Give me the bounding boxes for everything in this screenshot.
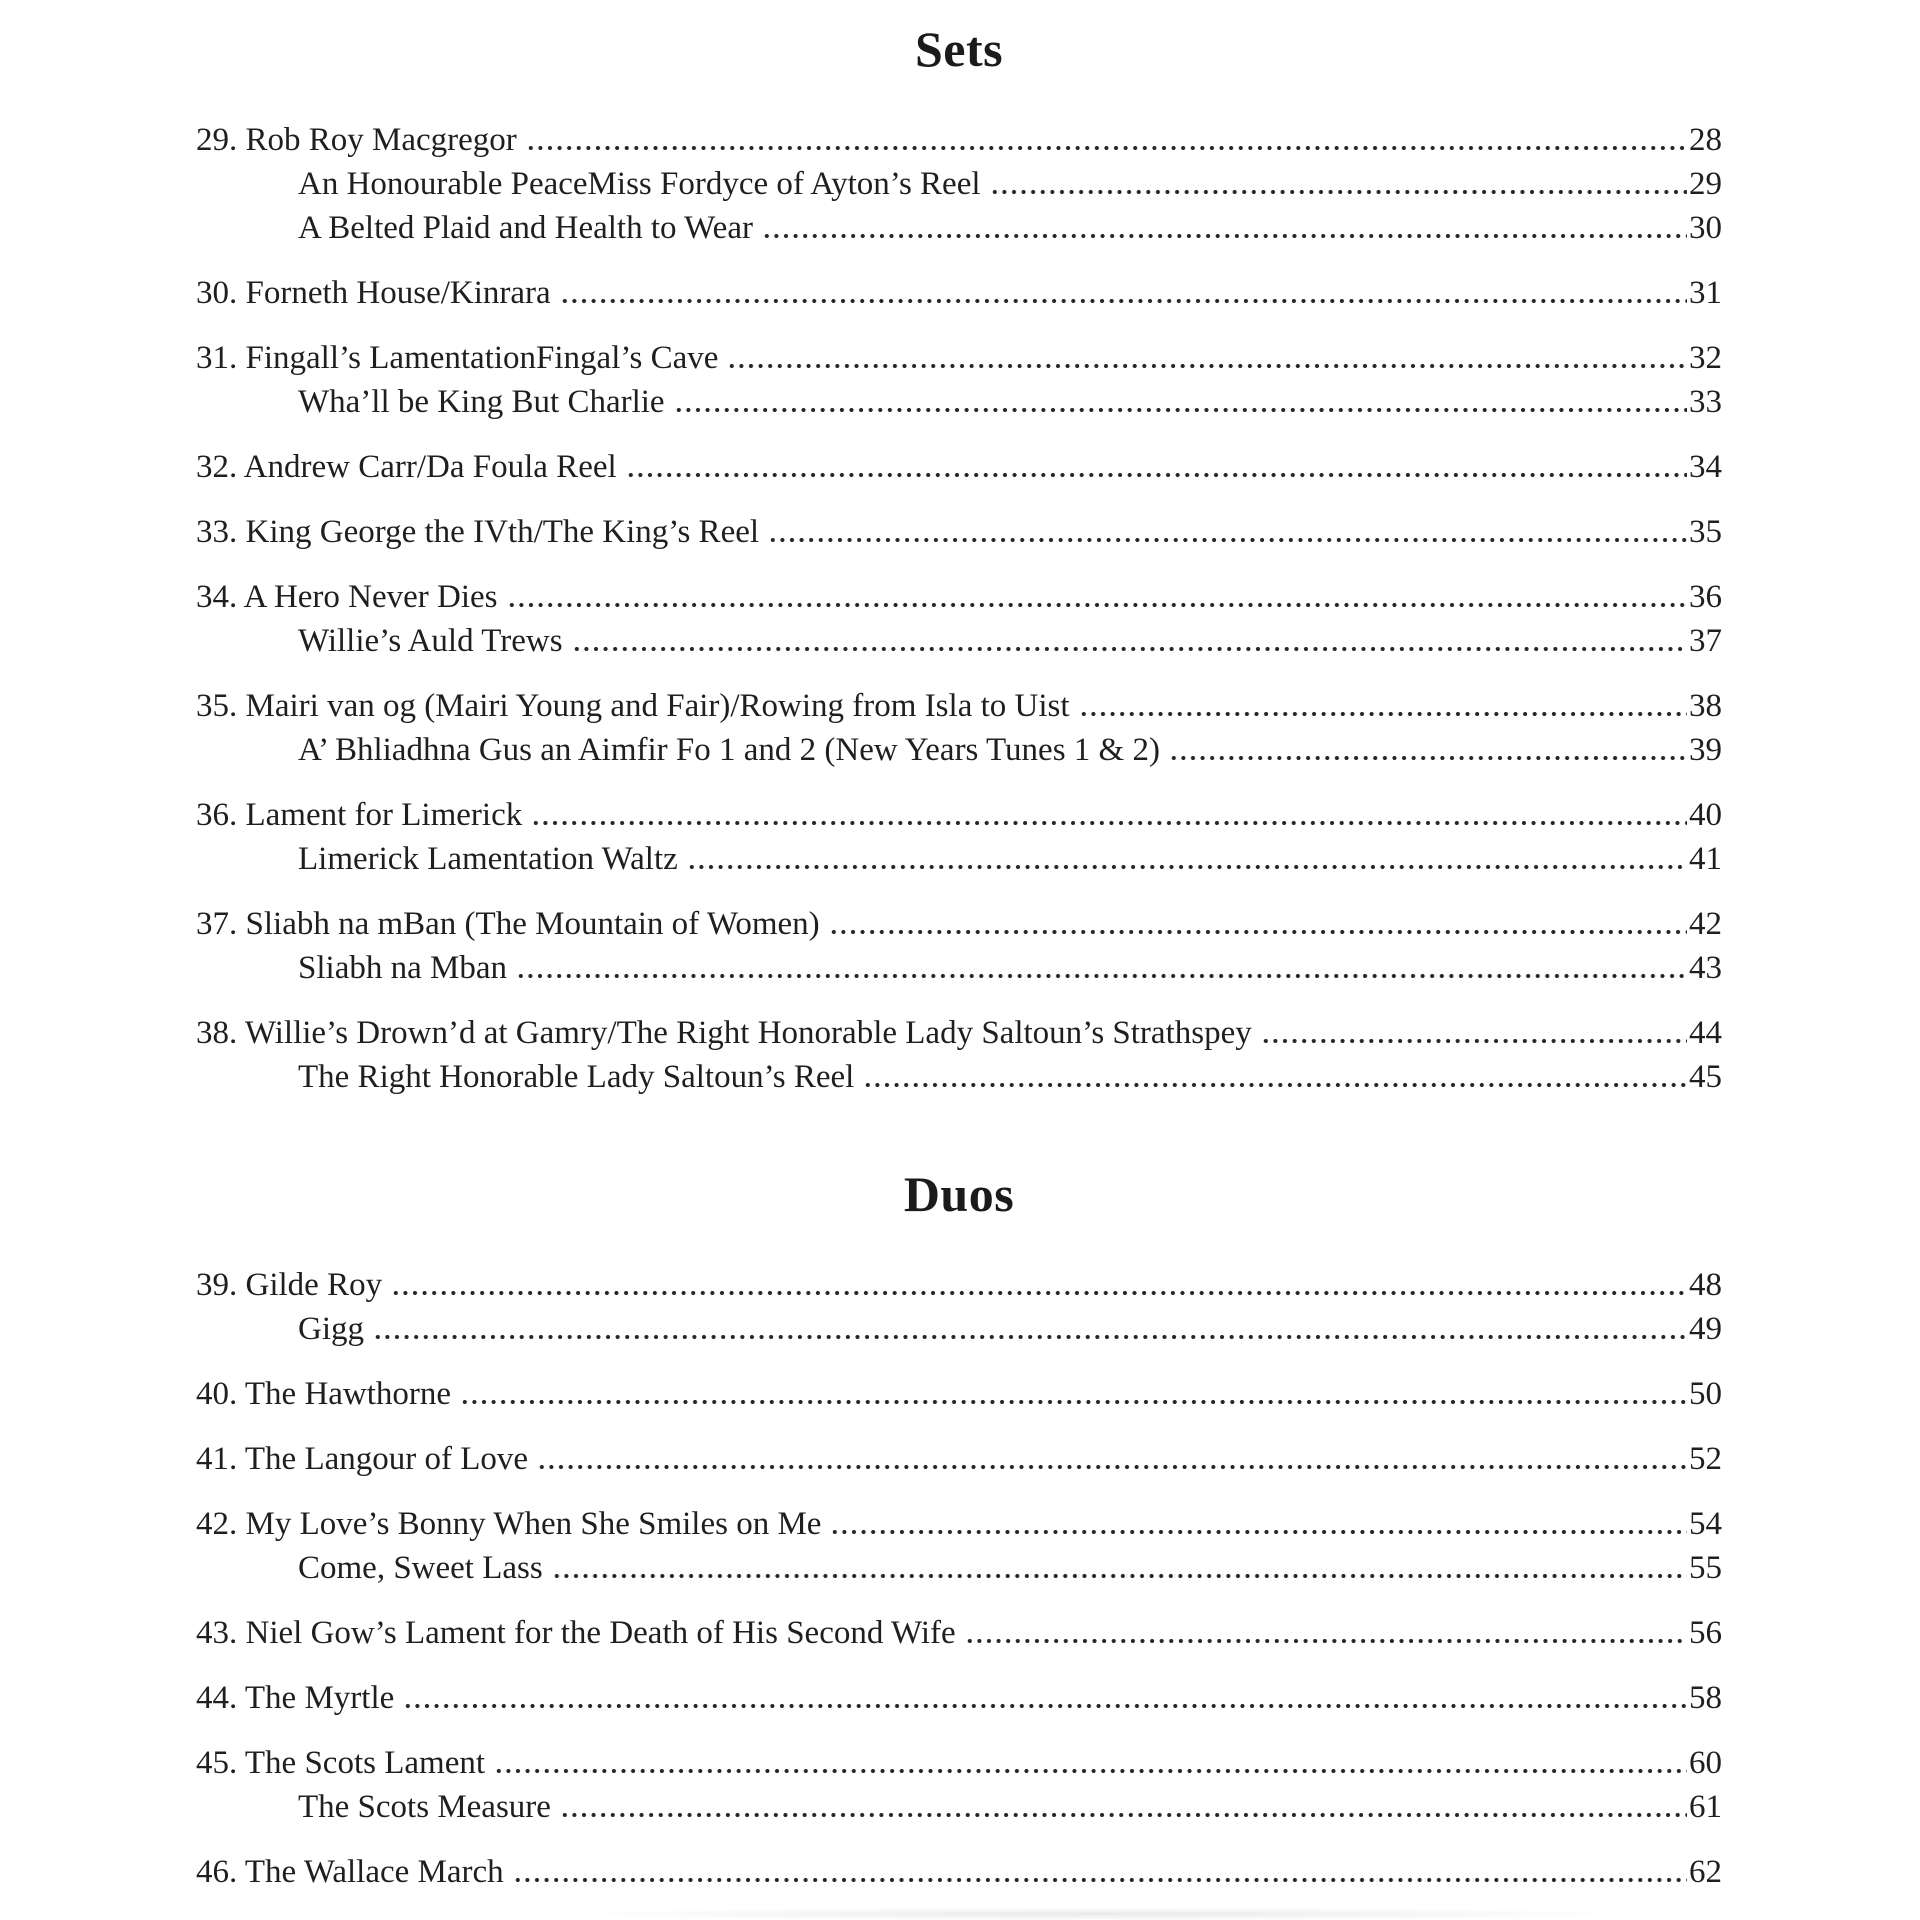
toc-entry-page: 52 bbox=[1689, 1441, 1722, 1477]
toc-entry-page: 54 bbox=[1689, 1506, 1722, 1542]
toc-entry bbox=[196, 162, 1722, 206]
toc-entry-page: 49 bbox=[1689, 1311, 1722, 1347]
toc-entry-title: 41. The Langour of Love bbox=[196, 1441, 529, 1477]
dot-leader bbox=[391, 1289, 1687, 1295]
dot-leader bbox=[768, 536, 1687, 542]
section-title: Sets bbox=[914, 21, 1004, 77]
toc-entry bbox=[196, 1437, 1722, 1481]
toc-entry-page: 62 bbox=[1689, 1854, 1722, 1890]
toc-entry-title: 44. The Myrtle bbox=[196, 1680, 395, 1716]
toc-entry-page: 42 bbox=[1689, 906, 1722, 942]
dot-leader bbox=[560, 297, 1687, 303]
toc-entry-page: 41 bbox=[1689, 841, 1722, 877]
toc-entry bbox=[196, 1676, 1722, 1720]
dot-leader bbox=[560, 1811, 1687, 1817]
toc-group bbox=[196, 445, 1722, 489]
dot-leader bbox=[572, 645, 1687, 651]
toc-entry-page: 36 bbox=[1689, 579, 1722, 615]
toc-entry-title: 32. Andrew Carr/Da Foula Reel bbox=[196, 449, 617, 485]
toc-entry-page: 44 bbox=[1689, 1015, 1722, 1051]
dot-leader bbox=[460, 1398, 1687, 1404]
toc-group bbox=[196, 336, 1722, 424]
dot-leader bbox=[526, 144, 1687, 150]
toc-group bbox=[196, 510, 1722, 554]
toc-entry bbox=[196, 1055, 1722, 1099]
toc-entry bbox=[196, 728, 1722, 772]
toc-entry-page: 48 bbox=[1689, 1267, 1722, 1303]
section-title: Duos bbox=[903, 1166, 1015, 1222]
toc-entry-title: The Scots Measure bbox=[298, 1789, 551, 1825]
dot-leader bbox=[1169, 754, 1687, 760]
toc-group bbox=[196, 1437, 1722, 1481]
dot-leader bbox=[513, 1876, 1687, 1882]
toc-group bbox=[196, 684, 1722, 772]
toc-entry bbox=[196, 902, 1722, 946]
dot-leader bbox=[965, 1637, 1687, 1643]
toc-entry-title: 34. A Hero Never Dies bbox=[196, 579, 498, 615]
toc-group bbox=[196, 902, 1722, 990]
toc-entry bbox=[196, 1263, 1722, 1307]
toc-entry-title: 31. Fingall’s LamentationFingal’s Cave bbox=[196, 340, 719, 376]
toc-entry-page: 39 bbox=[1689, 732, 1722, 768]
dot-leader bbox=[494, 1767, 1687, 1773]
toc-group bbox=[196, 575, 1722, 663]
toc-entry-page: 58 bbox=[1689, 1680, 1722, 1716]
dot-leader bbox=[990, 188, 1687, 194]
toc-entry bbox=[196, 1546, 1722, 1590]
toc-entry bbox=[196, 1372, 1722, 1416]
toc-entry bbox=[196, 1785, 1722, 1829]
toc-entry-page: 50 bbox=[1689, 1376, 1722, 1412]
toc-entry bbox=[196, 1611, 1722, 1655]
toc-entry bbox=[196, 1850, 1722, 1894]
toc-entry bbox=[196, 1741, 1722, 1785]
toc-group bbox=[196, 271, 1722, 315]
toc-entry-title: Willie’s Auld Trews bbox=[298, 623, 563, 659]
toc-group bbox=[196, 1611, 1722, 1655]
dot-leader bbox=[1261, 1037, 1687, 1043]
toc-entry-page: 29 bbox=[1689, 166, 1722, 202]
dot-leader bbox=[531, 819, 1687, 825]
toc-group bbox=[196, 1676, 1722, 1720]
toc-entry-title: 35. Mairi van og (Mairi Young and Fair)/Rowing from Isla to Uist bbox=[196, 688, 1070, 724]
toc-entry-page: 56 bbox=[1689, 1615, 1722, 1651]
toc-entry-page: 33 bbox=[1689, 384, 1722, 420]
toc-entry bbox=[196, 575, 1722, 619]
toc-entry bbox=[196, 946, 1722, 990]
toc-entry bbox=[196, 793, 1722, 837]
toc-entry-title: 43. Niel Gow’s Lament for the Death of His Second Wife bbox=[196, 1615, 956, 1651]
toc-group bbox=[196, 793, 1722, 881]
toc-entry-title: 29. Rob Roy Macgregor bbox=[196, 122, 517, 158]
toc-entry-title: Come, Sweet Lass bbox=[298, 1550, 543, 1586]
toc-entry-page: 35 bbox=[1689, 514, 1722, 550]
toc-group bbox=[196, 1741, 1722, 1829]
toc-entry-title: 40. The Hawthorne bbox=[196, 1376, 452, 1412]
toc-group bbox=[196, 1502, 1722, 1590]
dot-leader bbox=[762, 232, 1687, 238]
toc-entry-title: 36. Lament for Limerick bbox=[196, 797, 523, 833]
dot-leader bbox=[687, 863, 1687, 869]
toc-entry-page: 31 bbox=[1689, 275, 1722, 311]
dot-leader bbox=[1079, 710, 1687, 716]
dot-leader bbox=[403, 1702, 1687, 1708]
toc-entry-title: Limerick Lamentation Waltz bbox=[298, 841, 678, 877]
toc-entry bbox=[196, 1502, 1722, 1546]
toc-entry-title: 46. The Wallace March bbox=[196, 1854, 504, 1890]
toc-entry-page: 37 bbox=[1689, 623, 1722, 659]
toc-entry-page: 45 bbox=[1689, 1059, 1722, 1095]
dot-leader bbox=[516, 972, 1687, 978]
toc-section-duos bbox=[196, 1165, 1722, 1894]
toc-entry bbox=[196, 1011, 1722, 1055]
toc-entry-title: 33. King George the IVth/The King’s Reel bbox=[196, 514, 760, 550]
toc-entry bbox=[196, 271, 1722, 315]
toc-sections bbox=[196, 20, 1722, 1894]
toc-entry-title: 37. Sliabh na mBan (The Mountain of Women) bbox=[196, 906, 820, 942]
toc-entry-title: 38. Willie’s Drown’d at Gamry/The Right Honorable Lady Saltoun’s Strathspey bbox=[196, 1015, 1252, 1051]
toc-entry-page: 61 bbox=[1689, 1789, 1722, 1825]
toc-entry-page: 60 bbox=[1689, 1745, 1722, 1781]
toc-entry-page: 38 bbox=[1689, 688, 1722, 724]
toc-entry bbox=[196, 336, 1722, 380]
toc-entry-title: A’ Bhliadhna Gus an Aimfir Fo 1 and 2 (New Years Tunes 1 & 2) bbox=[298, 732, 1160, 768]
dot-leader bbox=[626, 471, 1687, 477]
toc-entry bbox=[196, 1307, 1722, 1351]
toc-entry-title: Wha’ll be King But Charlie bbox=[298, 384, 665, 420]
toc-entry-title: The Right Honorable Lady Saltoun’s Reel bbox=[298, 1059, 855, 1095]
toc-entry-page: 55 bbox=[1689, 1550, 1722, 1586]
toc-section-sets bbox=[196, 20, 1722, 1099]
toc-group bbox=[196, 1850, 1722, 1894]
toc-entry-page: 43 bbox=[1689, 950, 1722, 986]
toc-entry-title: 45. The Scots Lament bbox=[196, 1745, 486, 1781]
toc-entry-page: 30 bbox=[1689, 210, 1722, 246]
toc-entry bbox=[196, 206, 1722, 250]
toc-entry-title: 42. My Love’s Bonny When She Smiles on Me bbox=[196, 1506, 822, 1542]
dot-leader bbox=[552, 1572, 1687, 1578]
toc-entry-title: An Honourable PeaceMiss Fordyce of Ayton’s Reel bbox=[298, 166, 981, 202]
dot-leader bbox=[507, 601, 1687, 607]
toc-entry-title: 30. Forneth House/Kinrara bbox=[196, 275, 551, 311]
toc-group bbox=[196, 1011, 1722, 1099]
toc-entry-title: Gigg bbox=[298, 1311, 364, 1347]
toc-entry-title: Sliabh na Mban bbox=[298, 950, 507, 986]
toc-entry bbox=[196, 380, 1722, 424]
dot-leader bbox=[674, 406, 1687, 412]
toc-entry-page: 28 bbox=[1689, 122, 1722, 158]
toc-entry bbox=[196, 837, 1722, 881]
toc-entry bbox=[196, 684, 1722, 728]
dot-leader bbox=[863, 1081, 1687, 1087]
toc-entry-title: A Belted Plaid and Health to Wear bbox=[298, 210, 753, 246]
toc-entry-page: 32 bbox=[1689, 340, 1722, 376]
dot-leader bbox=[727, 362, 1687, 368]
toc-group bbox=[196, 118, 1722, 250]
toc-entry bbox=[196, 619, 1722, 663]
toc-entry-page: 34 bbox=[1689, 449, 1722, 485]
dot-leader bbox=[830, 1528, 1687, 1534]
toc-entry-title: 39. Gilde Roy bbox=[196, 1267, 383, 1303]
toc-group bbox=[196, 1372, 1722, 1416]
toc-group bbox=[196, 1263, 1722, 1351]
toc-entry bbox=[196, 445, 1722, 489]
toc-entry bbox=[196, 510, 1722, 554]
dot-leader bbox=[829, 928, 1687, 934]
dot-leader bbox=[373, 1333, 1687, 1339]
toc-entry-page: 40 bbox=[1689, 797, 1722, 833]
dot-leader bbox=[537, 1463, 1687, 1469]
toc-entry bbox=[196, 118, 1722, 162]
